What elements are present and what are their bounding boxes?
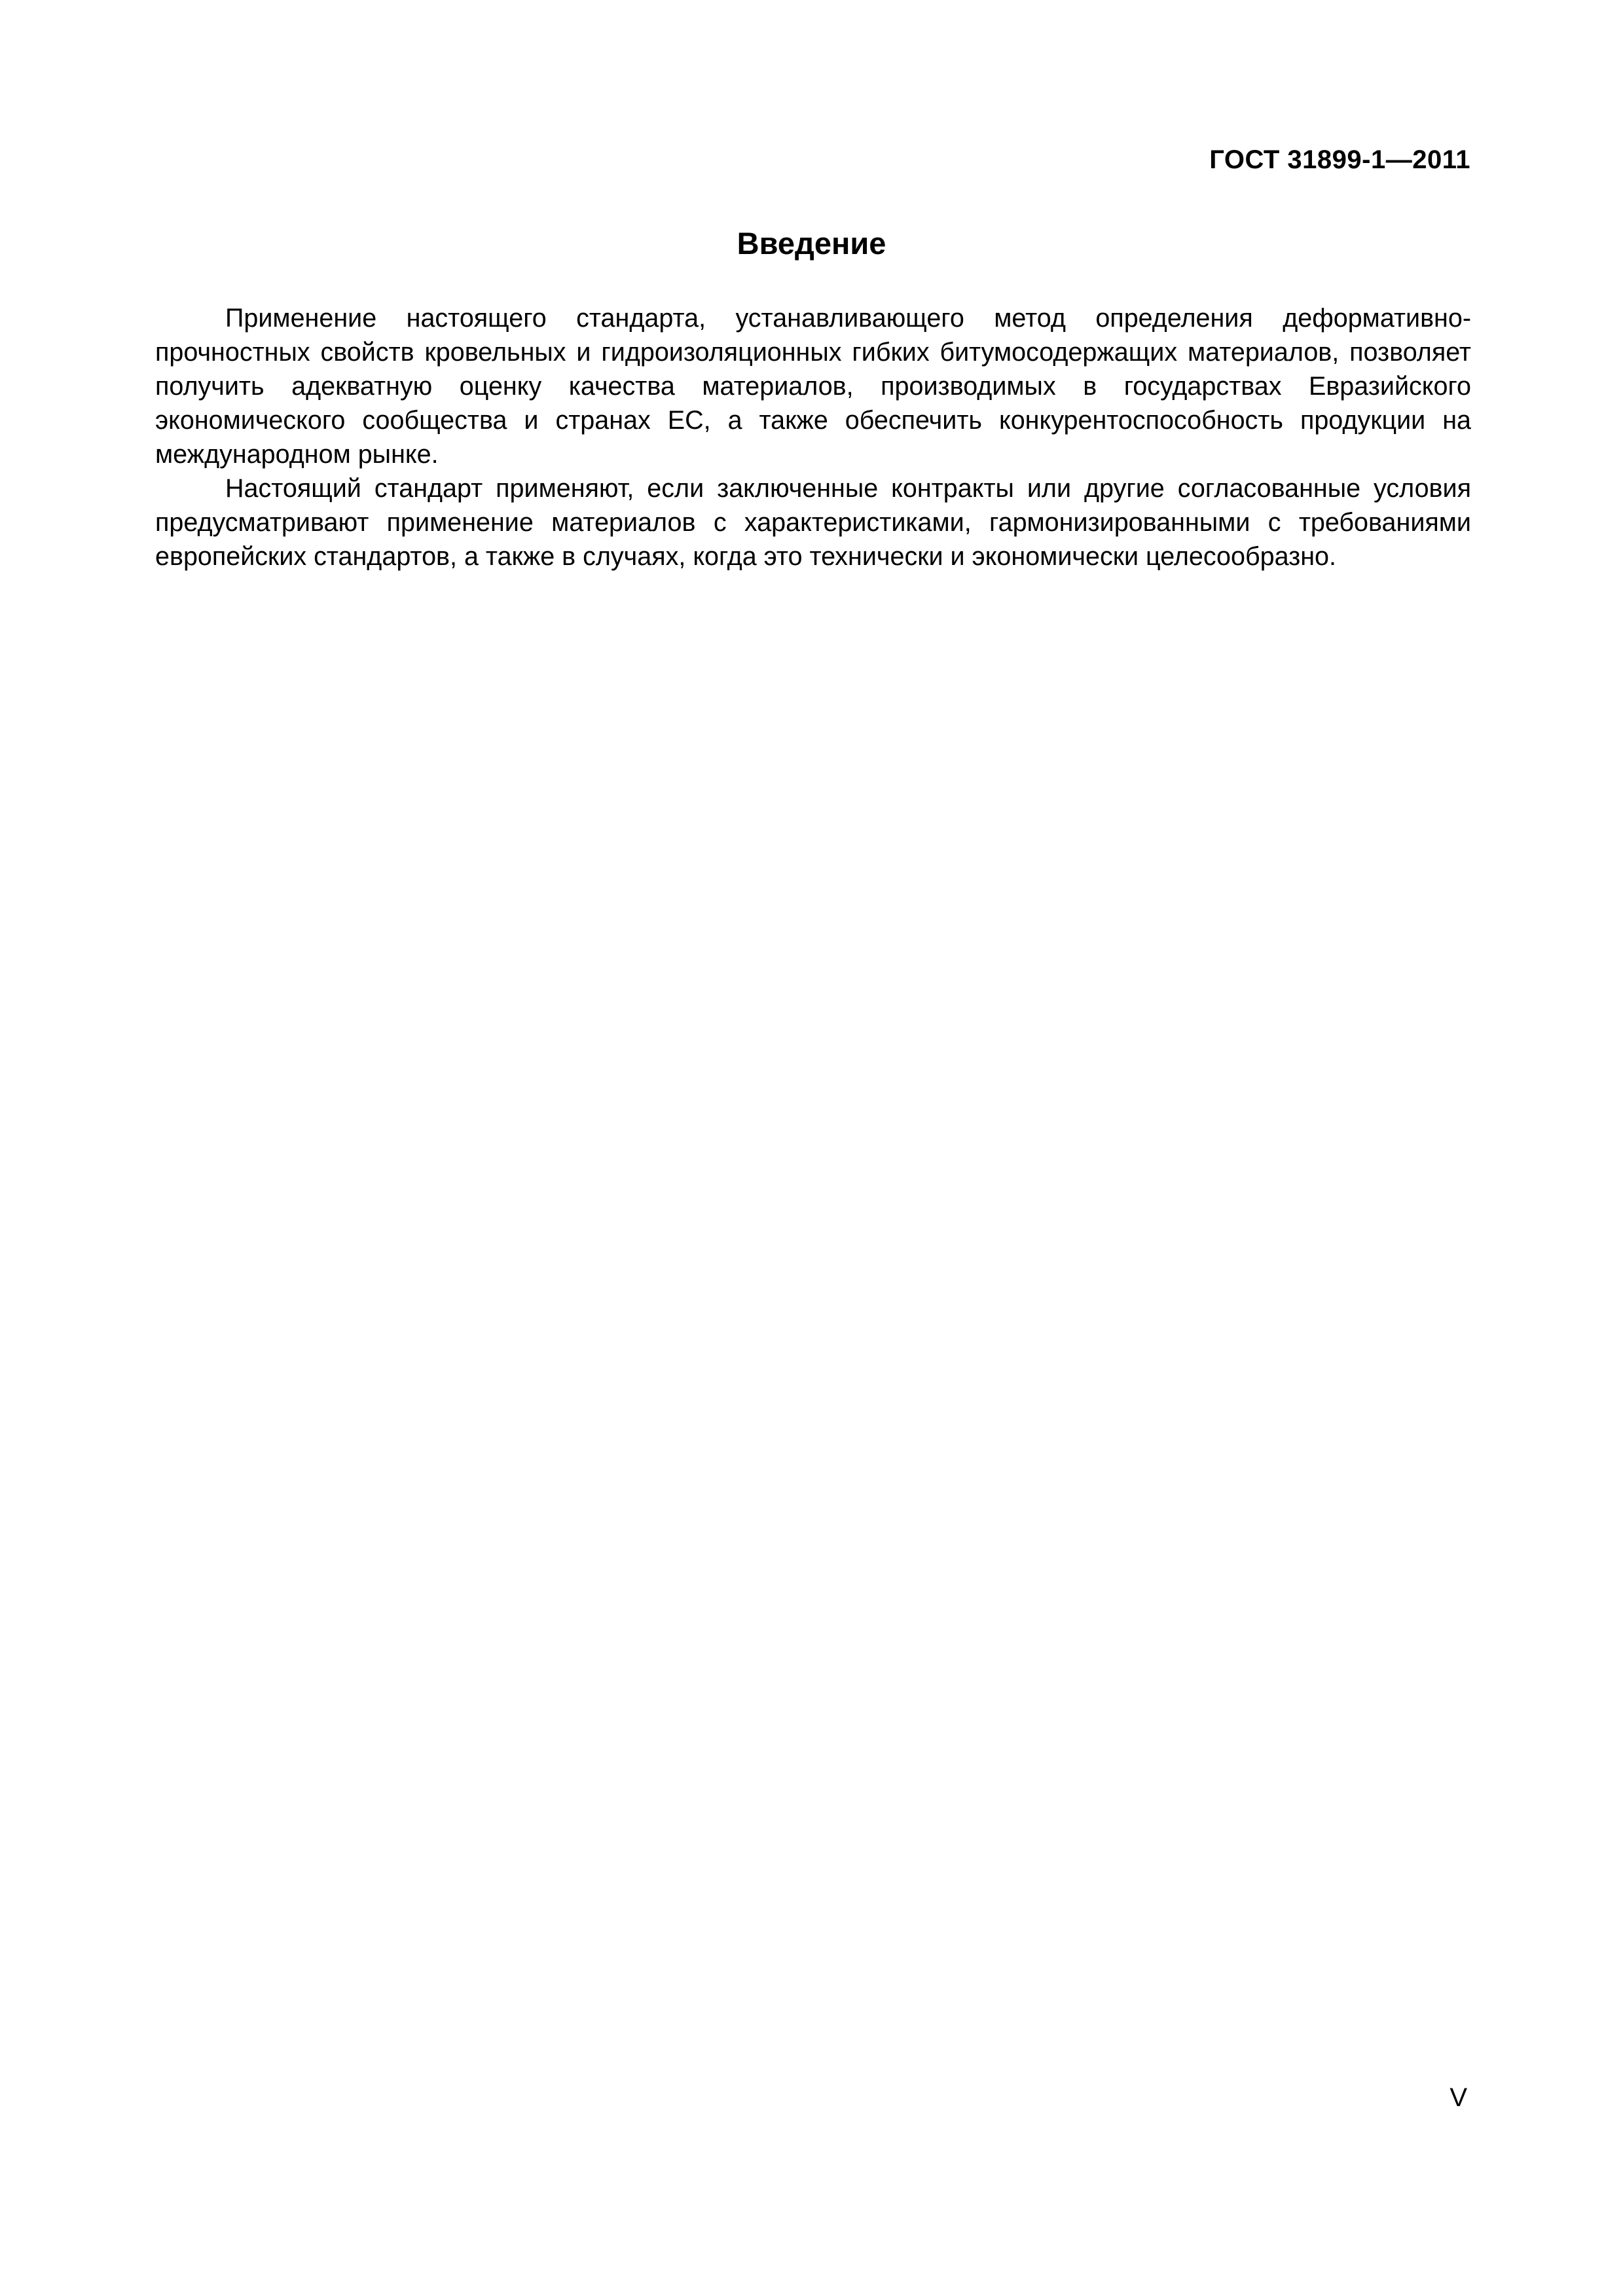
section-title: Введение bbox=[737, 226, 886, 261]
document-code: ГОСТ 31899-1—2011 bbox=[1209, 145, 1470, 174]
paragraph: Настоящий стандарт применяют, если заключенные контракты или другие согласованные условия предусматривают применение материалов с характеристиками, гармонизированными с требованиями европейских стандартов, а также в случаях, когда это технически и экономически целесообразно. bbox=[155, 474, 1471, 571]
introduction-body bbox=[155, 301, 1471, 574]
page-number: V bbox=[1450, 2083, 1467, 2112]
paragraph: Применение настоящего стандарта, устанавливающего метод определения деформативно-прочностных свойств кровельных и гидроизоляционных гибких битумосодержащих материалов, позволяет получить адекватную оценку качества материалов, производимых в государствах Евразийского экономического сообщества и странах ЕС, а также обеспечить конкурентоспособность продукции на международном рынке. bbox=[155, 304, 1471, 469]
